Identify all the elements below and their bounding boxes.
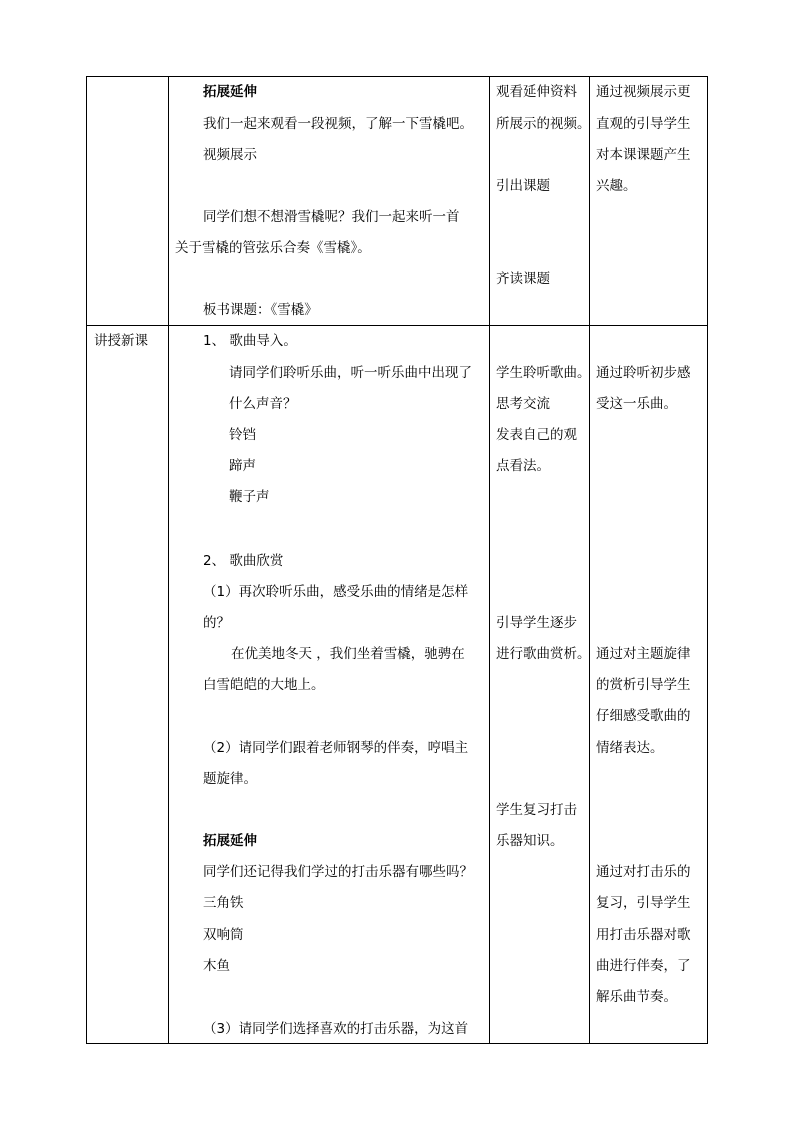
content-line: 关于雪橇的管弦乐合奏《雪橇》。 [175, 240, 371, 256]
content-line: 我们一起来观看一段视频，了解一下雪橇吧。 [203, 116, 473, 132]
design-intent-line: 仔细感受歌曲的 [596, 708, 691, 724]
design-intent-line: 通过视频展示更 [596, 84, 691, 100]
student-activity-line: 发表自己的观 [496, 427, 577, 443]
content-line: 1、 歌曲导入。 [203, 333, 297, 349]
design-intent-line: 通过对打击乐的 [596, 864, 691, 880]
table-border-right [707, 76, 708, 1044]
design-intent-line: 曲进行伴奏，了 [596, 958, 691, 974]
column-divider-1 [168, 76, 169, 1044]
design-intent-line: 直观的引导学生 [596, 116, 691, 132]
student-activity-line: 点看法。 [496, 458, 550, 474]
content-line: 什么声音？ [229, 396, 297, 412]
content-line: 请同学们聆听乐曲，听一听乐曲中出现了 [229, 365, 472, 381]
content-line: 白雪皑皑的大地上。 [203, 677, 325, 693]
column-divider-2 [489, 76, 490, 1044]
content-line: （2）请同学们跟着老师钢琴的伴奏，哼唱主 [203, 740, 469, 756]
table-border-bottom [86, 1043, 708, 1044]
table-border-top [86, 76, 708, 77]
design-intent-line: 受这一乐曲。 [596, 396, 677, 412]
design-intent-line: 用打击乐器对歌 [596, 927, 691, 943]
student-activity-line: 进行歌曲赏析。 [496, 646, 591, 662]
student-activity-line: 观看延伸资料 [496, 84, 577, 100]
content-line: 双响筒 [203, 927, 244, 943]
student-activity-line: 齐读课题 [496, 271, 550, 287]
content-line: 题旋律。 [203, 771, 257, 787]
content-line: 铃铛 [229, 427, 256, 443]
content-line: 蹄声 [229, 458, 256, 474]
design-intent-line: 的赏析引导学生 [596, 677, 691, 693]
content-line: 2、 歌曲欣赏 [203, 553, 284, 569]
content-line: 三角铁 [203, 895, 244, 911]
content-line: 同学们还记得我们学过的打击乐器有哪些吗？ [203, 864, 473, 880]
content-line: 木鱼 [203, 958, 230, 974]
student-activity-line: 学生复习打击 [496, 802, 577, 818]
design-intent-line: 对本课课题产生 [596, 147, 691, 163]
student-activity-line: 学生聆听歌曲。 [496, 365, 591, 381]
design-intent-line: 复习，引导学生 [596, 895, 691, 911]
student-activity-line: 引出课题 [496, 178, 550, 194]
content-line: 鞭子声 [229, 489, 270, 505]
content-line: 板书课题：《雪橇》 [203, 302, 318, 318]
table-border-left [86, 76, 87, 1044]
extension-heading: 拓展延伸 [203, 833, 257, 849]
student-activity-line: 思考交流 [496, 396, 550, 412]
design-intent-line: 情绪表达。 [596, 740, 664, 756]
design-intent-line: 解乐曲节奏。 [596, 989, 677, 1005]
row-divider [86, 325, 708, 326]
design-intent-line: 通过聆听初步感 [596, 365, 691, 381]
design-intent-line: 通过对主题旋律 [596, 646, 691, 662]
content-line: 视频展示 [203, 147, 257, 163]
student-activity-line: 乐器知识。 [496, 833, 564, 849]
student-activity-line: 所展示的视频。 [496, 116, 591, 132]
design-intent-line: 兴趣。 [596, 178, 637, 194]
extension-heading: 拓展延伸 [203, 84, 257, 100]
content-line: （1）再次聆听乐曲，感受乐曲的情绪是怎样 [203, 584, 469, 600]
column-divider-3 [589, 76, 590, 1044]
student-activity-line: 引导学生逐步 [496, 615, 577, 631]
section-label: 讲授新课 [94, 333, 148, 349]
content-line: 的？ [203, 615, 230, 631]
content-line: 同学们想不想滑雪橇呢？我们一起来听一首 [203, 209, 460, 225]
content-line: 在优美地冬天 ，我们坐着雪橇，驰骋在 [231, 646, 465, 662]
content-line: （3）请同学们选择喜欢的打击乐器，为这首 [203, 1021, 469, 1037]
